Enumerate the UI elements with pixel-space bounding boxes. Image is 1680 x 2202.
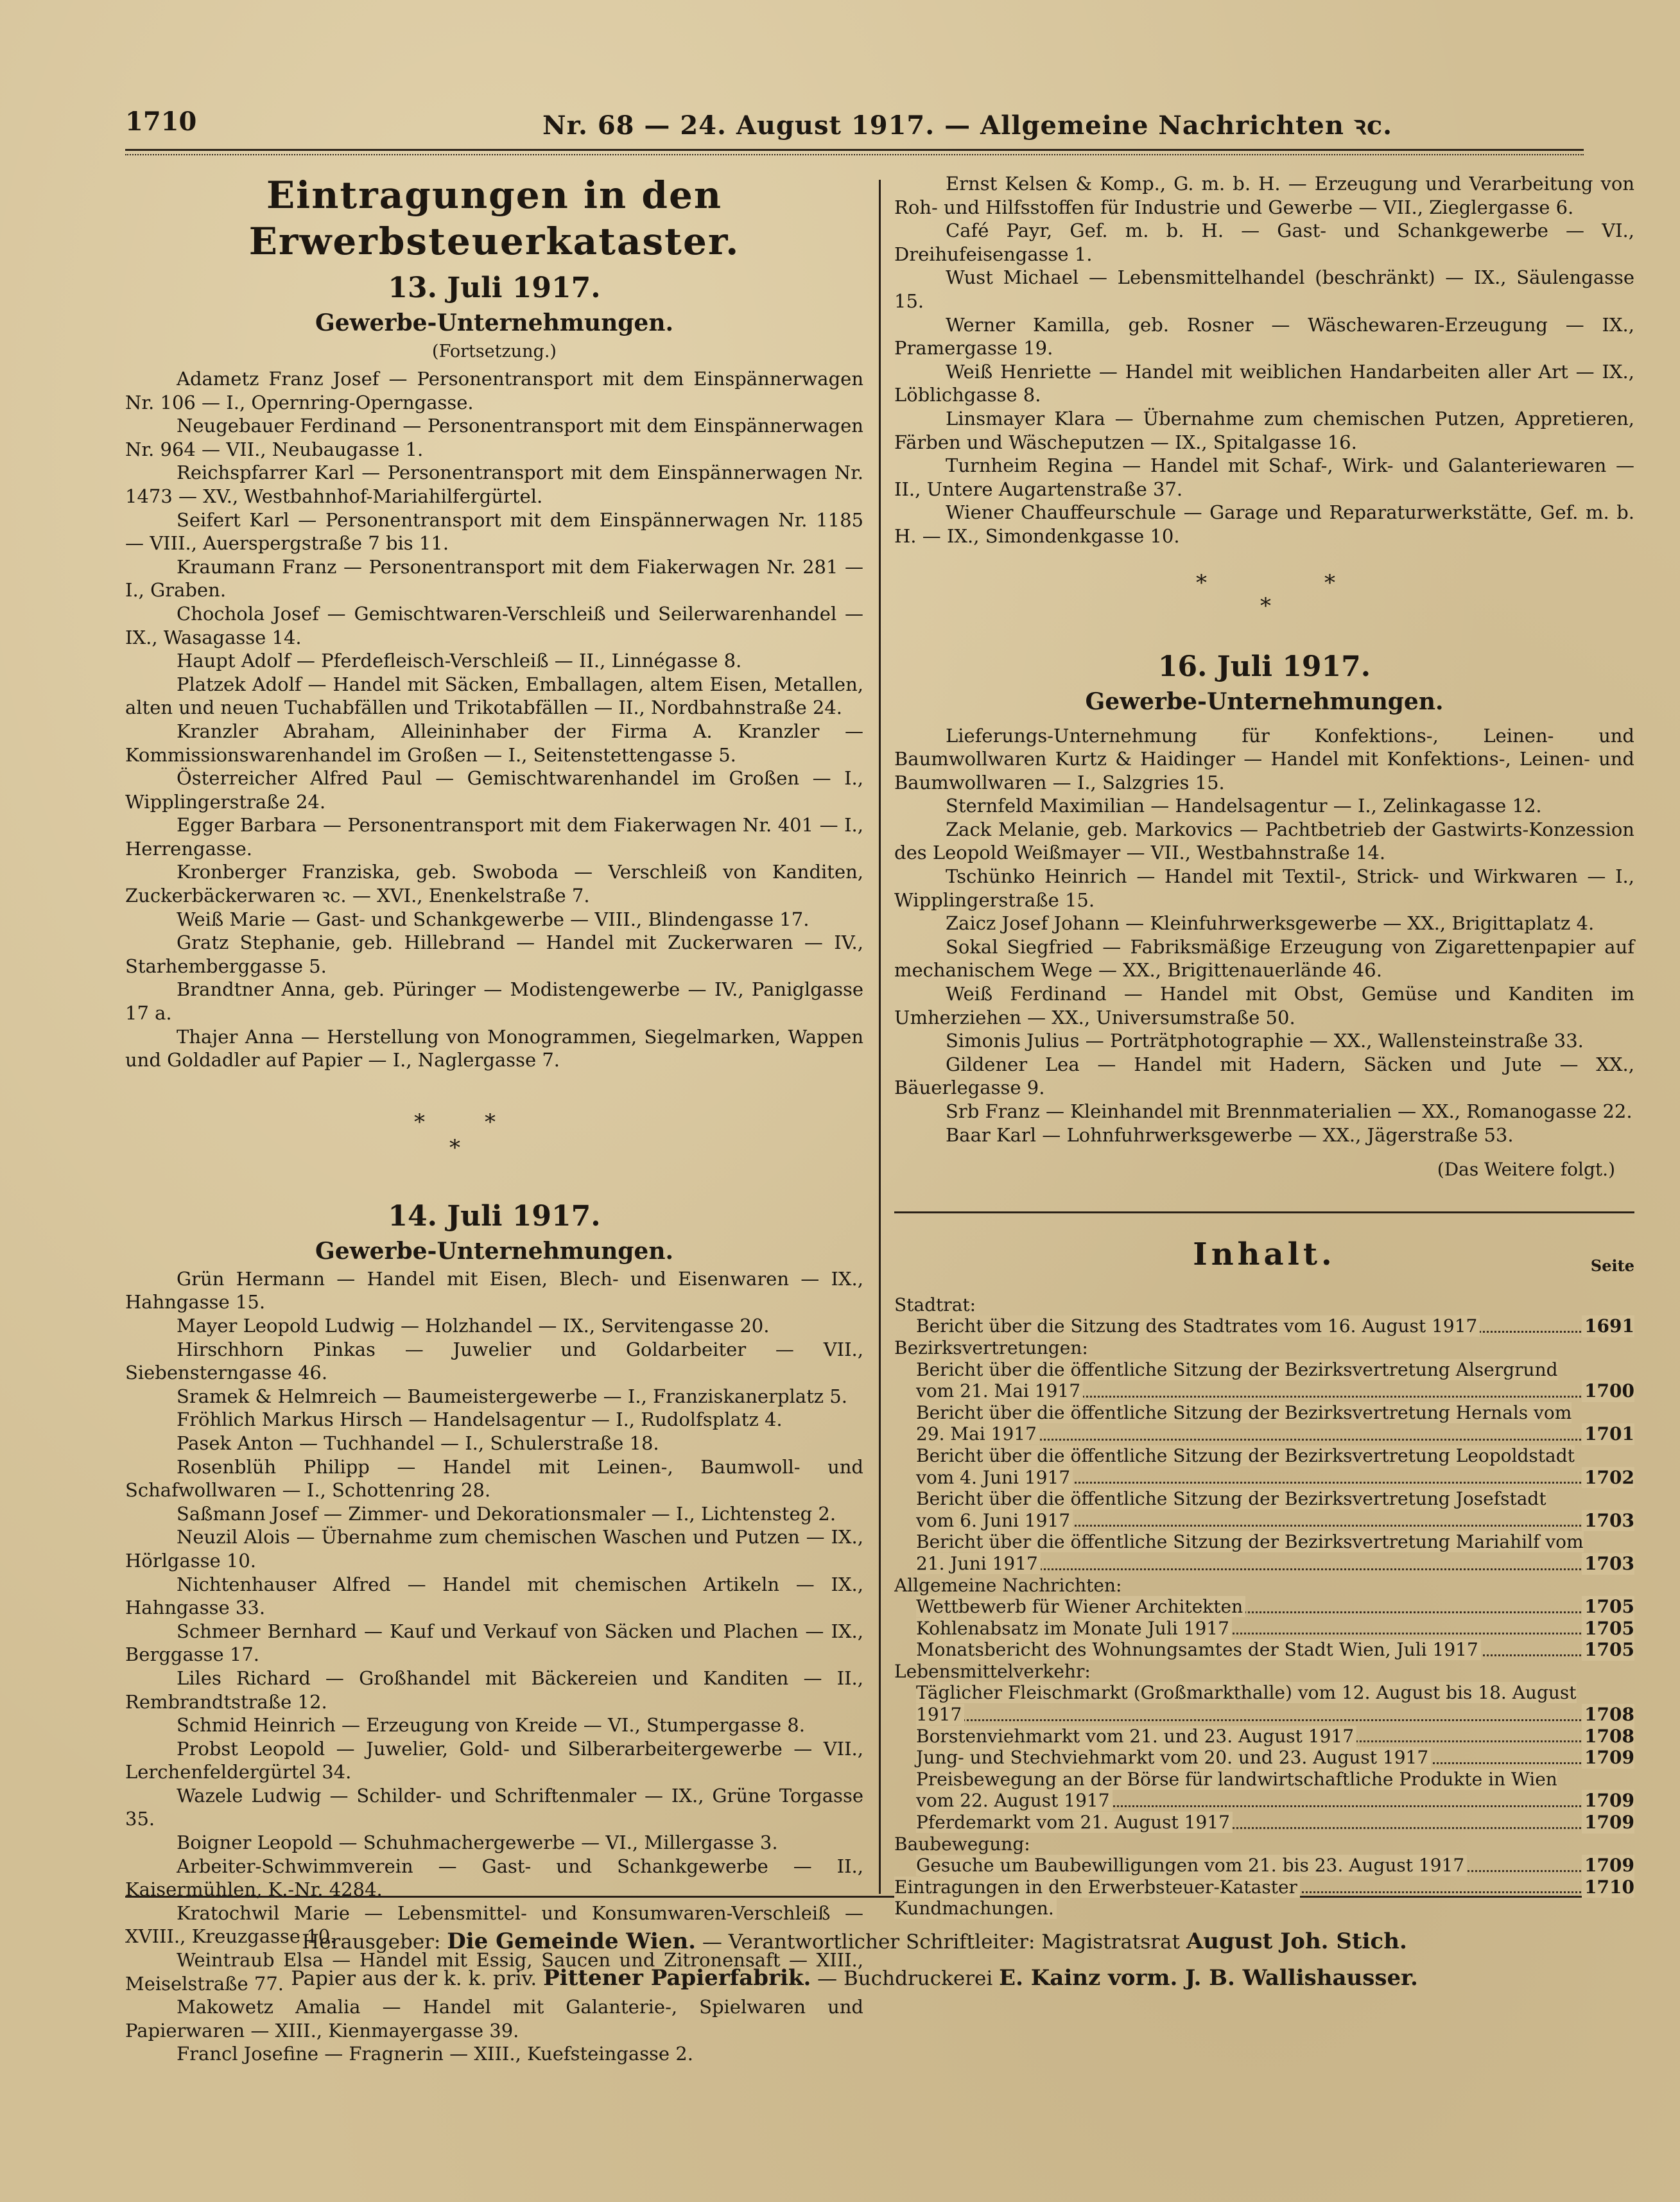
toc-entry-text: Bericht über die öffentliche Sitzung der Bezirksvertretung Hernals vom 29. Mai 1917 [916, 1401, 1572, 1445]
register-entry: Weiß Henriette — Handel mit weiblichen Handarbeiten aller Art — IX., Löblichgasse 8. [894, 360, 1634, 406]
register-entry: Probst Leopold — Juwelier, Gold- und Silberarbeitergewerbe — VII., Lerchenfeldergürtel 34. [125, 1737, 863, 1783]
register-entry: Pasek Anton — Tuchhandel — I., Schulerstraße 18. [177, 1432, 659, 1454]
toc-entry [894, 1531, 1634, 1574]
register-entry: Liles Richard — Großhandel mit Bäckereien und Kanditen — II., Rembrandtstraße 12. [125, 1667, 863, 1713]
toc-entry-text: Bericht über die Sitzung des Stadtrates vom 16. August 1917 [916, 1315, 1480, 1337]
imprint-publisher: Die Gemeinde Wien. [447, 1929, 696, 1954]
toc-entry-text: Preisbewegung an der Börse für landwirtschaftliche Produkte in Wien vom 22. August 1917 [916, 1768, 1557, 1812]
register-entry: Neugebauer Ferdinand — Personentransport mit dem Einspännerwagen Nr. 964 — VII., Neubaugasse 1. [125, 415, 863, 460]
register-entry: Simonis Julius — Porträtphotographie — XX., Wallensteinstraße 33. [946, 1030, 1584, 1052]
toc-entry [894, 1682, 1634, 1725]
imprint-editor: August Joh. Stich. [1186, 1929, 1407, 1954]
toc-entry-text: Bericht über die öffentliche Sitzung der Bezirksvertretung Mariahilf vom 21. Juni 1917 [916, 1531, 1584, 1574]
register-entry: Gildener Lea — Handel mit Hadern, Säcken und Jute — XX., Bäuerlegasse 9. [894, 1053, 1634, 1099]
register-entry: Weintraub Elsa — Handel mit Essig, Saucen und Zitronensaft — XIII., Meiselstraße 77. [125, 1949, 863, 1995]
register-entry: Platzek Adolf — Handel mit Säcken, Emballagen, altem Eisen, Metallen, alten und neuen Tuchabfällen und Trikotabfällen — II., Nordbahnstraße 24. [125, 673, 863, 719]
table-of-contents [894, 1294, 1634, 1920]
toc-entry-text: Borstenviehmarkt vom 21. und 23. August 1917 [916, 1726, 1356, 1747]
toc-entry-text: Gesuche um Baubewilligungen vom 21. bis 23. August 1917 [916, 1855, 1467, 1876]
toc-entry-page: 1708 [1582, 1726, 1634, 1747]
register-entry: Weiß Ferdinand — Handel mit Obst, Gemüse und Kanditen im Umherziehen — XX., Universumstraße 50. [894, 983, 1634, 1028]
register-entry: Kraumann Franz — Personentransport mit dem Fiakerwagen Nr. 281 — I., Graben. [125, 555, 863, 602]
register-entry: Wust Michael — Lebensmittelhandel (beschränkt) — IX., Säulengasse 15. [894, 266, 1634, 312]
toc-entry-text: Monatsbericht des Wohnungsamtes der Stadt Wien, Juli 1917 [916, 1639, 1481, 1660]
register-entry: Kronberger Franziska, geb. Swoboda — Verschleiß von Kanditen, Zuckerbäckerwaren ꝛc. — XVI., Enenkelstraße 7. [125, 861, 863, 907]
toc-section-label: Stadtrat: [894, 1294, 976, 1315]
register-entry: Linsmayer Klara — Übernahme zum chemischen Putzen, Appretieren, Färben und Wäscheputzen — IX., Spitalgasse 16. [894, 407, 1634, 453]
register-entry: Adametz Franz Josef — Personentransport mit dem Einspännerwagen Nr. 106 — I., Opernring-Operngasse. [125, 368, 863, 413]
toc-entry-page: 1705 [1582, 1639, 1634, 1661]
date-heading-16-juli: 16. Juli 1917. [1157, 650, 1371, 683]
toc-entry-page: 1709 [1582, 1747, 1634, 1769]
imprint-publisher-prefix: Herausgeber: [302, 1930, 441, 1954]
register-entry: Sternfeld Maximilian — Handelsagentur — I., Zelinkagasse 12. [946, 795, 1542, 817]
toc-entry-text: Eintragungen in den Erwerbsteuer-Kataster [894, 1877, 1300, 1898]
toc-entry-text: Täglicher Fleischmarkt (Großmarkthalle) vom 12. August bis 18. August 1917 [916, 1682, 1577, 1726]
toc-entry-text: Bericht über die öffentliche Sitzung der Bezirksvertretung Leopoldstadt vom 4. Juni 1917 [916, 1444, 1575, 1488]
column-divider [879, 180, 881, 1894]
toc-entry [894, 1769, 1634, 1812]
toc-entry-text: Wettbewerb für Wiener Architekten [916, 1596, 1245, 1617]
toc-entry-page: 1709 [1582, 1812, 1634, 1834]
star: * [1196, 569, 1207, 596]
toc-leader-dots [920, 1719, 1589, 1721]
register-entry: Wazele Ludwig — Schilder- und Schriftenmaler — IX., Grüne Torgasse 35. [125, 1784, 863, 1830]
register-entry: Mayer Leopold Ludwig — Holzhandel — IX., Servitengasse 20. [177, 1315, 770, 1337]
toc-section-label: Baubewegung: [894, 1833, 1030, 1855]
register-entry: Zack Melanie, geb. Markovics — Pachtbetrieb der Gastwirts-Konzession des Leopold Weißmayer — VII., Westbahnstraße 14. [894, 818, 1634, 864]
page-number: 1710 [125, 107, 197, 137]
toc-entry [894, 1639, 1634, 1661]
register-entry: Schmeer Bernhard — Kauf und Verkauf von Säcken und Plachen — IX., Berggasse 17. [125, 1620, 863, 1666]
toc-entry [894, 1402, 1634, 1445]
star: * [414, 1109, 425, 1135]
toc-entry-page: 1703 [1582, 1553, 1634, 1575]
star: * [449, 1134, 460, 1161]
left-column [125, 172, 863, 2066]
toc-section-label: Bezirksvertretungen: [894, 1337, 1088, 1358]
register-entry: Wiener Chauffeurschule — Garage und Reparaturwerkstätte, Gef. m. b. H. — IX., Simondenkgasse 10. [894, 501, 1634, 547]
toc-page-label: Seite [1590, 1256, 1634, 1275]
star: * [1260, 593, 1271, 619]
toc-entry-page: 1709 [1582, 1790, 1634, 1812]
toc-entry-page: 1710 [1582, 1877, 1634, 1898]
toc-entry-page: 1691 [1582, 1315, 1634, 1337]
right-column [894, 172, 1634, 1920]
register-entry: Egger Barbara — Personentransport mit dem Fiakerwagen Nr. 401 — I., Herrengasse. [125, 814, 863, 860]
register-entry: Thajer Anna — Herstellung von Monogrammen, Siegelmarken, Wappen und Goldadler auf Papier — I., Naglergasse 7. [125, 1025, 863, 1071]
imprint-editor-prefix: — Verantwortlicher Schriftleiter: Magistratsrat [702, 1930, 1181, 1954]
register-entry: Tschünko Heinrich — Handel mit Textil-, Strick- und Wirkwaren — I., Wipplingerstraße 15. [894, 865, 1634, 911]
toc-entry-page: 1702 [1582, 1467, 1634, 1489]
entries-continued [894, 172, 1634, 548]
section-title: Eintragungen in den Erwerbsteuerkataster. [248, 173, 740, 263]
toc-entry-page: 1705 [1582, 1618, 1634, 1640]
separator-stars [125, 1072, 863, 1168]
register-entry: Grün Hermann — Handel mit Eisen, Blech- und Eisenwaren — IX., Hahngasse 15. [125, 1267, 863, 1313]
separator-stars [894, 548, 1634, 619]
register-entry: Werner Kamilla, geb. Rosner — Wäschewaren-Erzeugung — IX., Pramergasse 19. [894, 313, 1634, 360]
register-entry: Neuzil Alois — Übernahme zum chemischen Waschen und Putzen — IX., Hörlgasse 10. [125, 1526, 863, 1572]
toc-entry [894, 1359, 1634, 1402]
header-rule [125, 149, 1584, 151]
toc-entry [894, 1747, 1634, 1769]
entries-16-juli [894, 724, 1634, 1147]
toc-section-label: Allgemeine Nachrichten: [894, 1574, 1122, 1596]
toc-entry-page: 1700 [1582, 1380, 1634, 1402]
toc-entry-text: Kundmachungen. [894, 1898, 1057, 1919]
register-entry: Saßmann Josef — Zimmer- und Dekorationsmaler — I., Lichtensteg 2. [177, 1502, 836, 1525]
imprint-printer-prefix: — Buchdruckerei [817, 1967, 993, 1990]
register-entry: Turnheim Regina — Handel mit Schaf-, Wirk- und Galanteriewaren — II., Untere Augartenstraße 37. [894, 455, 1634, 500]
register-entry: Boigner Leopold — Schuhmachergewerbe — VI., Millergasse 3. [177, 1832, 778, 1854]
toc-entry-page: 1708 [1582, 1704, 1634, 1726]
register-entry: Rosenblüh Philipp — Handel mit Leinen-, Baumwoll- und Schafwollwaren — I., Schottenring 28. [125, 1455, 863, 1502]
toc-entry [894, 1877, 1634, 1898]
register-entry: Fröhlich Markus Hirsch — Handelsagentur — I., Rudolfsplatz 4. [177, 1409, 783, 1431]
imprint-line-1 [125, 1923, 1584, 1960]
register-entry: Arbeiter-Schwimmverein — Gast- und Schankgewerbe — II., Kaisermühlen, K.-Nr. 4284. [125, 1855, 863, 1901]
toc-entry-text: Bericht über die öffentliche Sitzung der Bezirksvertretung Josefstadt vom 6. Juni 1917 [916, 1488, 1546, 1531]
toc-entry-page: 1701 [1582, 1423, 1634, 1445]
toc-entry [894, 1855, 1634, 1877]
toc-entry [894, 1812, 1634, 1834]
toc-header [894, 1236, 1634, 1281]
imprint-footer [125, 1896, 1584, 1997]
toc-entry [894, 1315, 1634, 1337]
register-entry: Sokal Siegfried — Fabriksmäßige Erzeugung von Zigarettenpapier auf mechanischem Wege — XX., Brigittenauerlände 46. [894, 935, 1634, 982]
register-entry: Reichspfarrer Karl — Personentransport mit dem Einspännerwagen Nr. 1473 — XV., Westbahnhof-Mariahilfergürtel. [125, 462, 863, 507]
date-heading-14-juli: 14. Juli 1917. [388, 1199, 601, 1233]
toc-entry-text: Bericht über die öffentliche Sitzung der Bezirksvertretung Alsergrund vom 21. Mai 1917 [916, 1358, 1558, 1402]
subheading-gewerbe: Gewerbe-Unternehmungen. [315, 1237, 674, 1265]
register-entry: Café Payr, Gef. m. b. H. — Gast- und Schankgewerbe — VI., Dreihufeisengasse 1. [894, 220, 1634, 265]
page-header [125, 96, 1584, 154]
register-entry: Brandtner Anna, geb. Püringer — Modistengewerbe — IV., Paniglgasse 17 a. [125, 978, 863, 1025]
toc-entry [894, 1445, 1634, 1488]
toc-entry [894, 1596, 1634, 1618]
register-entry: Hirschhorn Pinkas — Juwelier und Goldarbeiter — VII., Siebensterngasse 46. [125, 1338, 863, 1384]
toc-entry-page: 1705 [1582, 1596, 1634, 1618]
register-entry: Zaicz Josef Johann — Kleinfuhrwerksgewerbe — XX., Brigittaplatz 4. [946, 912, 1595, 935]
toc-entry [894, 1618, 1634, 1640]
toc-entry [894, 1488, 1634, 1531]
register-entry: Haupt Adolf — Pferdefleisch-Verschleiß — II., Linnégasse 8. [177, 650, 742, 672]
register-entry: Sramek & Helmreich — Baumeistergewerbe — I., Franziskanerplatz 5. [177, 1385, 847, 1407]
register-entry: Kratochwil Marie — Lebensmittel- und Konsumwaren-Verschleiß — XVIII., Kreuzgasse 10. [125, 1902, 863, 1948]
imprint-line-2 [125, 1960, 1584, 1997]
running-title: Nr. 68 — 24. August 1917. — Allgemeine Nachrichten ꝛc. [542, 110, 1393, 141]
star: * [1324, 569, 1335, 596]
entries-13-juli [125, 367, 863, 1072]
star: * [485, 1109, 496, 1135]
imprint-paper-prefix: Papier aus der k. k. priv. [291, 1967, 537, 1990]
subheading-gewerbe: Gewerbe-Unternehmungen. [315, 309, 674, 336]
register-entry: Francl Josefine — Fragnerin — XIII., Kuefsteingasse 2. [177, 2043, 693, 2065]
register-entry: Makowetz Amalia — Handel mit Galanterie-, Spielwaren und Papierwaren — XIII., Kienmayergasse 39. [125, 1996, 863, 2042]
date-heading-13-juli: 13. Juli 1917. [388, 272, 601, 304]
register-entry: Kranzler Abraham, Alleininhaber der Firma A. Kranzler — Kommissionswarenhandel im Großen — I., Seitenstettengasse 5. [125, 720, 863, 766]
register-entry: Seifert Karl — Personentransport mit dem Einspännerwagen Nr. 1185 — VIII., Auerspergstraße 7 bis 11. [125, 508, 863, 555]
register-entry: Gratz Stephanie, geb. Hillebrand — Handel mit Zuckerwaren — IV., Starhemberggasse 5. [125, 932, 863, 977]
register-entry: Schmid Heinrich — Erzeugung von Kreide — VI., Stumpergasse 8. [177, 1714, 805, 1737]
register-entry: Ernst Kelsen & Komp., G. m. b. H. — Erzeugung und Verarbeitung von Roh- und Hilfsstoffen für Industrie und Gewerbe — VII., Zieglergasse 6. [894, 173, 1634, 218]
toc-entry-text: Jung- und Stechviehmarkt vom 20. und 23. August 1917 [916, 1747, 1431, 1768]
toc-entry-page: 1703 [1582, 1510, 1634, 1532]
register-entry: Lieferungs-Unternehmung für Konfektions-, Leinen- und Baumwollwaren Kurtz & Haidinger — Handel mit Konfektions-, Leinen- und Baumwollwaren — I., Salzgries 15. [894, 724, 1634, 793]
to-be-continued-note: (Das Weitere folgt.) [1437, 1159, 1615, 1181]
toc-entry-text: Kohlenabsatz im Monate Juli 1917 [916, 1618, 1232, 1639]
toc-title: Inhalt. [1193, 1236, 1336, 1272]
register-entry: Weiß Marie — Gast- und Schankgewerbe — VIII., Blindengasse 17. [177, 908, 810, 930]
register-entry: Chochola Josef — Gemischtwaren-Verschleiß und Seilerwarenhandel — IX., Wasagasse 14. [125, 602, 863, 648]
subheading-gewerbe: Gewerbe-Unternehmungen. [1085, 688, 1444, 715]
register-entry: Österreicher Alfred Paul — Gemischtwarenhandel im Großen — I., Wipplingerstraße 24. [125, 767, 863, 813]
imprint-paper-mill: Pittener Papierfabrik. [543, 1965, 811, 1991]
register-entry: Srb Franz — Kleinhandel mit Brennmaterialien — XX., Romanogasse 22. [946, 1100, 1632, 1122]
toc-entry-page: 1709 [1582, 1855, 1634, 1877]
register-entry: Baar Karl — Lohnfuhrwerksgewerbe — XX., Jägerstraße 53. [946, 1123, 1514, 1146]
toc-rule [894, 1211, 1634, 1213]
header-rule-dotted [125, 154, 1584, 155]
toc-entry-text: Pferdemarkt vom 21. August 1917 [916, 1812, 1233, 1833]
toc-section-label: Lebensmittelverkehr: [894, 1660, 1091, 1682]
continuation-note: (Fortsetzung.) [432, 342, 557, 361]
imprint-printer: E. Kainz vorm. J. B. Wallishausser. [999, 1965, 1418, 1991]
register-entry: Nichtenhauser Alfred — Handel mit chemischen Artikeln — IX., Hahngasse 33. [125, 1573, 863, 1619]
toc-entry [894, 1726, 1634, 1747]
